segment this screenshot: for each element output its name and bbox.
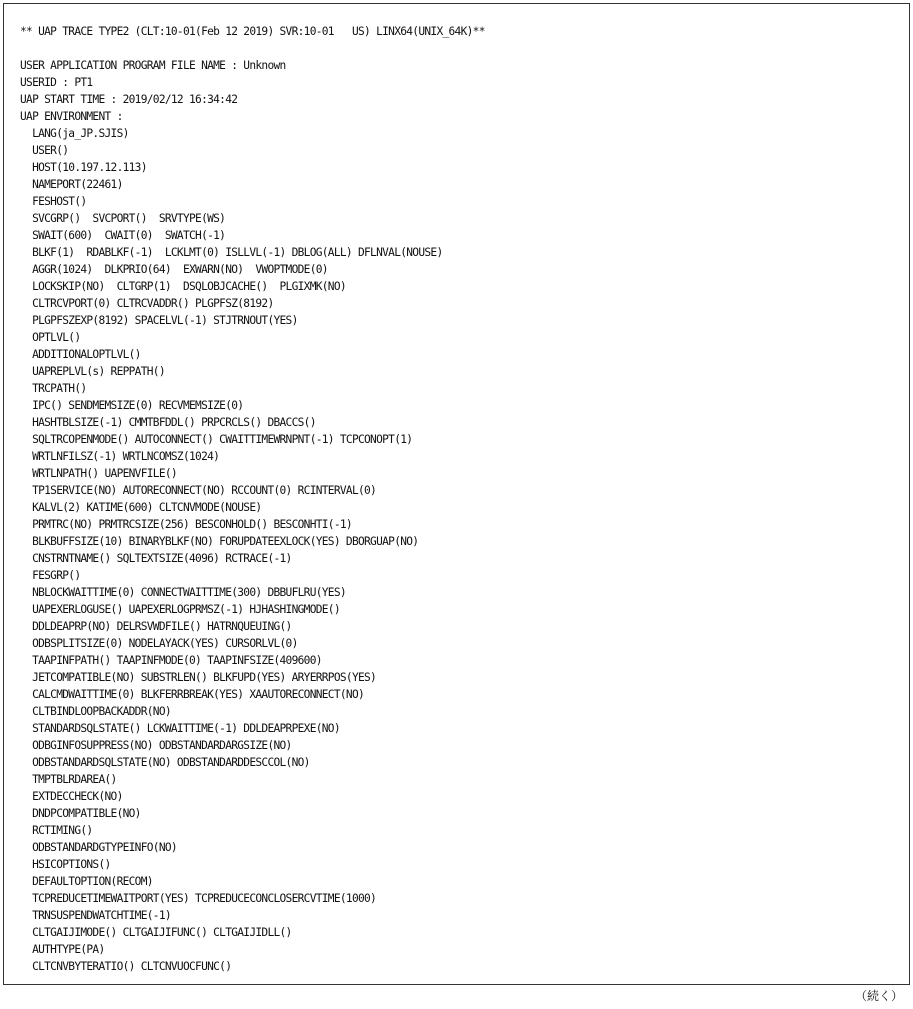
trace-line: IPC() SENDMEMSIZE(0) RECVMEMSIZE(0) xyxy=(20,399,244,412)
trace-line: ODBSPLITSIZE(0) NODELAYACK(YES) CURSORLVL(0) xyxy=(20,637,298,650)
trace-line: NBLOCKWAITTIME(0) CONNECTWAITTIME(300) DBBUFLRU(YES) xyxy=(20,586,346,599)
trace-line: LOCKSKIP(NO) CLTGRP(1) DSQLOBJCACHE() PLGIXMK(NO) xyxy=(20,280,346,293)
trace-line: CLTGAIJIMODE() CLTGAIJIFUNC() CLTGAIJIDLL() xyxy=(20,926,292,939)
trace-line: FESGRP() xyxy=(20,569,81,582)
trace-line: RCTIMING() xyxy=(20,824,93,837)
trace-line: UAPREPLVL(s) REPPATH() xyxy=(20,365,165,378)
trace-line: EXTDECCHECK(NO) xyxy=(20,790,123,803)
trace-line: NAMEPORT(22461) xyxy=(20,178,123,191)
trace-line: CLTBINDLOOPBACKADDR(NO) xyxy=(20,705,171,718)
trace-line: UAP ENVIRONMENT : xyxy=(20,110,123,123)
trace-line: AGGR(1024) DLKPRIO(64) EXWARN(NO) VWOPTMODE(0) xyxy=(20,263,328,276)
trace-line: OPTLVL() xyxy=(20,331,81,344)
trace-line: PLGPFSZEXP(8192) SPACELVL(-1) STJTRNOUT(YES) xyxy=(20,314,298,327)
trace-line: UAP START TIME : 2019/02/12 16:34:42 xyxy=(20,93,238,106)
trace-line: AUTHTYPE(PA) xyxy=(20,943,105,956)
trace-line: WRTLNPATH() UAPENVFILE() xyxy=(20,467,177,480)
trace-line: ODBSTANDARDGTYPEINFO(NO) xyxy=(20,841,177,854)
trace-line: SVCGRP() SVCPORT() SRVTYPE(WS) xyxy=(20,212,226,225)
trace-line: CNSTRNTNAME() SQLTEXTSIZE(4096) RCTRACE(-1) xyxy=(20,552,292,565)
trace-text xyxy=(20,23,485,975)
blank-line xyxy=(20,40,485,57)
trace-line: TMPTBLRDAREA() xyxy=(20,773,117,786)
trace-line: BLKBUFFSIZE(10) BINARYBLKF(NO) FORUPDATEEXLOCK(YES) DBORGUAP(NO) xyxy=(20,535,419,548)
trace-line: SWAIT(600) CWAIT(0) SWATCH(-1) xyxy=(20,229,226,242)
trace-line: PRMTRC(NO) PRMTRCSIZE(256) BESCONHOLD() BESCONHTI(-1) xyxy=(20,518,352,531)
trace-line: JETCOMPATIBLE(NO) SUBSTRLEN() BLKFUPD(YES) ARYERRPOS(YES) xyxy=(20,671,377,684)
trace-line: UAPEXERLOGUSE() UAPEXERLOGPRMSZ(-1) HJHASHINGMODE() xyxy=(20,603,340,616)
trace-line: FESHOST() xyxy=(20,195,87,208)
trace-line: ODBGINFOSUPPRESS(NO) ODBSTANDARDARGSIZE(NO) xyxy=(20,739,292,752)
trace-line: DEFAULTOPTION(RECOM) xyxy=(20,875,153,888)
trace-line: TAAPINFPATH() TAAPINFMODE(0) TAAPINFSIZE(409600) xyxy=(20,654,322,667)
trace-line: TRCPATH() xyxy=(20,382,87,395)
trace-line: USER APPLICATION PROGRAM FILE NAME : Unknown xyxy=(20,59,286,72)
trace-line: CLTRCVPORT(0) CLTRCVADDR() PLGPFSZ(8192) xyxy=(20,297,274,310)
trace-line: USERID : PT1 xyxy=(20,76,93,89)
trace-line: STANDARDSQLSTATE() LCKWAITTIME(-1) DDLDEAPRPEXE(NO) xyxy=(20,722,340,735)
trace-line: TCPREDUCETIMEWAITPORT(YES) TCPREDUCECONCLOSERCVTIME(1000) xyxy=(20,892,377,905)
trace-line: HASHTBLSIZE(-1) CMMTBFDDL() PRPCRCLS() DBACCS() xyxy=(20,416,316,429)
continued-label: （続く） xyxy=(854,989,903,1003)
trace-line: ADDITIONALOPTLVL() xyxy=(20,348,141,361)
trace-line: BLKF(1) RDABLKF(-1) LCKLMT(0) ISLLVL(-1) DBLOG(ALL) DFLNVAL(NOUSE) xyxy=(20,246,443,259)
trace-line: ODBSTANDARDSQLSTATE(NO) ODBSTANDARDDESCCOL(NO) xyxy=(20,756,310,769)
trace-line: DNDPCOMPATIBLE(NO) xyxy=(20,807,141,820)
trace-line: CLTCNVBYTERATIO() CLTCNVUOCFUNC() xyxy=(20,960,232,973)
trace-line: KALVL(2) KATIME(600) CLTCNVMODE(NOUSE) xyxy=(20,501,262,514)
trace-line: DDLDEAPRP(NO) DELRSVWDFILE() HATRNQUEUING() xyxy=(20,620,292,633)
trace-header-line: ** UAP TRACE TYPE2 (CLT:10-01(Feb 12 2019) SVR:10-01 US) LINX64(UNIX_64K)** xyxy=(20,25,485,38)
trace-line: WRTLNFILSZ(-1) WRTLNCOMSZ(1024) xyxy=(20,450,220,463)
trace-line: CALCMDWAITTIME(0) BLKFERRBREAK(YES) XAAUTORECONNECT(NO) xyxy=(20,688,365,701)
trace-line: HSICOPTIONS() xyxy=(20,858,111,871)
trace-line: LANG(ja_JP.SJIS) xyxy=(20,127,129,140)
trace-output-box xyxy=(3,3,910,985)
trace-line: TRNSUSPENDWATCHTIME(-1) xyxy=(20,909,171,922)
trace-lines xyxy=(20,57,485,975)
trace-line: TP1SERVICE(NO) AUTORECONNECT(NO) RCCOUNT(0) RCINTERVAL(0) xyxy=(20,484,377,497)
trace-line: USER() xyxy=(20,144,69,157)
trace-line: HOST(10.197.12.113) xyxy=(20,161,147,174)
trace-line: SQLTRCOPENMODE() AUTOCONNECT() CWAITTIMEWRNPNT(-1) TCPCONOPT(1) xyxy=(20,433,413,446)
